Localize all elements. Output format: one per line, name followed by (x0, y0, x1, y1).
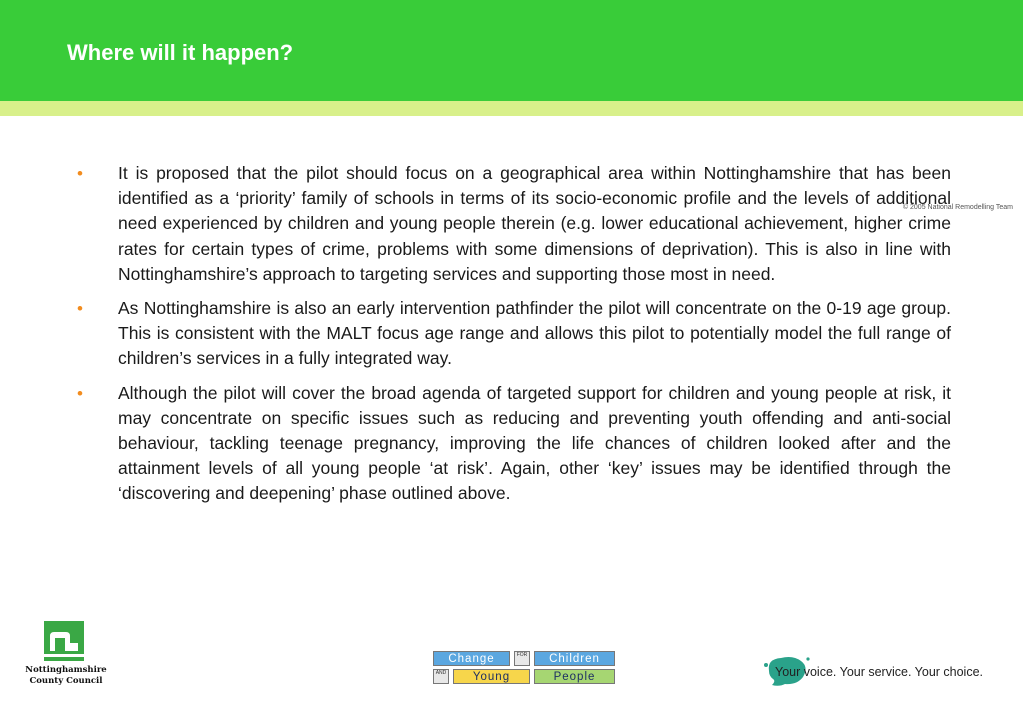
bullet-marker: • (77, 383, 83, 403)
bullet-list (77, 161, 951, 516)
cfc-and: AND (433, 669, 449, 684)
cfc-young: Young (453, 669, 530, 684)
bullet-item (77, 381, 951, 507)
council-name-line1: Nottinghamshire (25, 665, 107, 675)
cfc-people: People (534, 669, 615, 684)
cfc-children: Children (534, 651, 615, 666)
council-name-line2: County Council (29, 676, 103, 686)
bullet-item (77, 296, 951, 372)
council-name (18, 665, 114, 687)
bullet-item (77, 161, 951, 287)
change-for-children-logo (433, 650, 615, 686)
bullet-marker: • (77, 164, 83, 183)
bullet-text: It is proposed that the pilot should focus on a geographical area within Nottinghamshire that has been identified as a ‘priority’ family of schools in terms of its socio-economic profile and the levels of additional need experienced by children and young people therein (e.g. lower educational achievement, higher crime rates for certain types of crime, problems with some dimensions of deprivation). This is also in line with Nottinghamshire’s approach to targeting services and supporting those most in need. (118, 163, 951, 284)
your-voice-logo (763, 653, 1013, 689)
bullet-text: Although the pilot will cover the broad agenda of targeted support for children and young people at risk, it may concentrate on specific issues such as reducing and preventing youth offending and anti-social behaviour, tackling teenage pregnancy, improving the life chances of children looked after and the attainment levels of all young people ‘at risk’. Again, other ‘key’ issues may be identified through the ‘discovering and deepening’ phase outlined above. (118, 382, 951, 504)
council-emblem-icon (44, 621, 84, 661)
your-voice-tagline: Your voice. Your service. Your choice. (775, 665, 984, 679)
cfc-for: FOR (514, 651, 530, 666)
bullet-marker: • (77, 299, 83, 319)
council-logo (18, 621, 114, 691)
header-strip (0, 101, 1023, 211)
cfc-change: Change (433, 651, 510, 666)
bullet-text: As Nottinghamshire is also an early intervention pathfinder the pilot will concentrate on the 0-19 age group. This is consistent with the MALT focus age range and allows this pilot to potentially model the full range of children’s services in a fully integrated way. (118, 298, 951, 369)
header-band (0, 0, 1023, 101)
copyright-notice: © 2005 National Remodelling Team (902, 204, 1013, 211)
slide-title: Where will it happen? (67, 40, 294, 65)
